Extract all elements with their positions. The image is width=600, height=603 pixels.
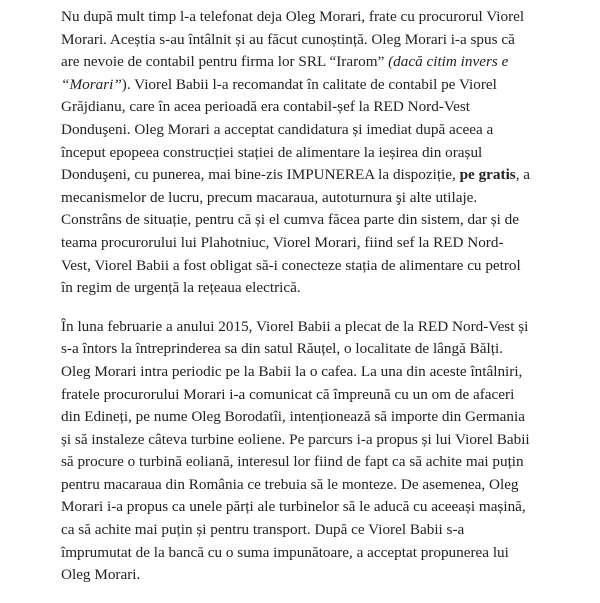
text-run: ca să achite mai puțin și pentru transport. După ce Viorel Babii s-a xyxy=(61,521,465,539)
text-run: Grăjdianu, care în acea perioadă era contabil-șef la RED Nord-Vest xyxy=(61,98,471,116)
text-run: Constrâns de situație, pentru că și el cumva făcea parte din sistem, dar și de xyxy=(61,211,520,229)
text-run: fratele procurorului Morari i-a comunicat că împreună cu un om de afaceri xyxy=(61,385,515,403)
text-line xyxy=(61,429,561,452)
text-line xyxy=(61,542,561,565)
text-run: Oleg Morari. xyxy=(61,566,141,584)
text-line xyxy=(61,74,561,97)
italic-text: “Morari” xyxy=(61,75,122,93)
text-line xyxy=(61,255,561,278)
text-run: Oleg Morari intra periodic pe la Babii la o cafea. La una din aceste întâlniri, xyxy=(61,362,523,380)
text-line xyxy=(61,209,561,232)
text-run: Donduşeni, cu punerea, mai bine-zis IMPUNEREA la dispoziție, xyxy=(61,166,460,184)
article-body xyxy=(61,6,561,603)
text-line xyxy=(61,51,561,74)
text-run: din Edineți, pe nume Oleg Borodatîi, intenționează să importe din Germania xyxy=(61,408,525,426)
text-line xyxy=(61,277,561,300)
text-run: Morari i-a propus ca unele părți ale turbinelor să le aducă cu aceeași mașină, xyxy=(61,498,526,516)
text-run: s-a întors la întreprinderea sa din satul Răuțel, o localitate de lângă Bălți. xyxy=(61,340,503,358)
text-run: , a xyxy=(515,166,531,184)
text-run: început epopeea construcției stației de alimentare la ieșirea din orașul xyxy=(61,143,483,161)
text-line xyxy=(61,6,561,29)
article-paragraph xyxy=(61,316,561,587)
article-paragraph xyxy=(61,6,561,300)
text-line xyxy=(61,496,561,519)
text-run: și să instaleze câteva turbine eoliene. Pe parcurs i-a propus și lui Viorel Babii xyxy=(61,430,530,448)
text-run: Vest, Viorel Babii a fost obligat să-i conecteze stația de alimentare cu petrol xyxy=(61,256,521,274)
text-run: mecanismelor de lucru, precum macaraua, autoturnura şi alte utilaje. xyxy=(61,188,478,206)
text-run: pentru macaraua din România ce trebuia să le monteze. De asemenea, Oleg xyxy=(61,475,519,493)
text-line xyxy=(61,164,561,187)
text-line xyxy=(61,519,561,542)
text-run: are nevoie de contabil pentru firma lor SRL “Irarom” xyxy=(61,53,389,71)
text-line xyxy=(61,29,561,52)
text-run: În luna februarie a anului 2015, Viorel Babii a plecat de la RED Nord-Vest și xyxy=(61,317,529,335)
text-run: Nu după mult timp l-a telefonat deja Oleg Morari, frate cu procurorul Viorel xyxy=(61,8,525,25)
text-run: teama procurorului lui Plahotniuc, Viorel Morari, fiind sef la RED Nord- xyxy=(61,233,504,251)
text-line xyxy=(61,384,561,407)
text-run: Donduşeni. Oleg Morari a acceptat candidatura și imediat după aceea a xyxy=(61,120,494,138)
text-run: să procure o turbină eoliană, interesul lor fiind de fapt ca să achite mai puțin xyxy=(61,453,524,471)
text-run: Morari. Aceștia s-au întâlnit și au făcut cunoștință. Oleg Morari i-a spus că xyxy=(61,30,515,48)
text-line xyxy=(61,96,561,119)
italic-text: (dacă citim invers e xyxy=(388,53,509,71)
text-line xyxy=(61,564,561,587)
text-line xyxy=(61,474,561,497)
text-line xyxy=(61,406,561,429)
text-line xyxy=(61,232,561,255)
text-line xyxy=(61,338,561,361)
text-line xyxy=(61,187,561,210)
bold-text: pe gratis xyxy=(459,166,516,184)
text-run: ). Viorel Babii l-a recomandat în calitate de contabil pe Viorel xyxy=(121,75,497,93)
text-line xyxy=(61,142,561,165)
text-run: împrumutat de la bancă cu o suma impunătoare, a acceptat propunerea lui xyxy=(61,543,509,561)
text-line xyxy=(61,119,561,142)
text-line xyxy=(61,316,561,339)
text-line xyxy=(61,361,561,384)
text-line xyxy=(61,451,561,474)
text-run: în regim de urgență la rețeaua electrică. xyxy=(61,279,301,297)
